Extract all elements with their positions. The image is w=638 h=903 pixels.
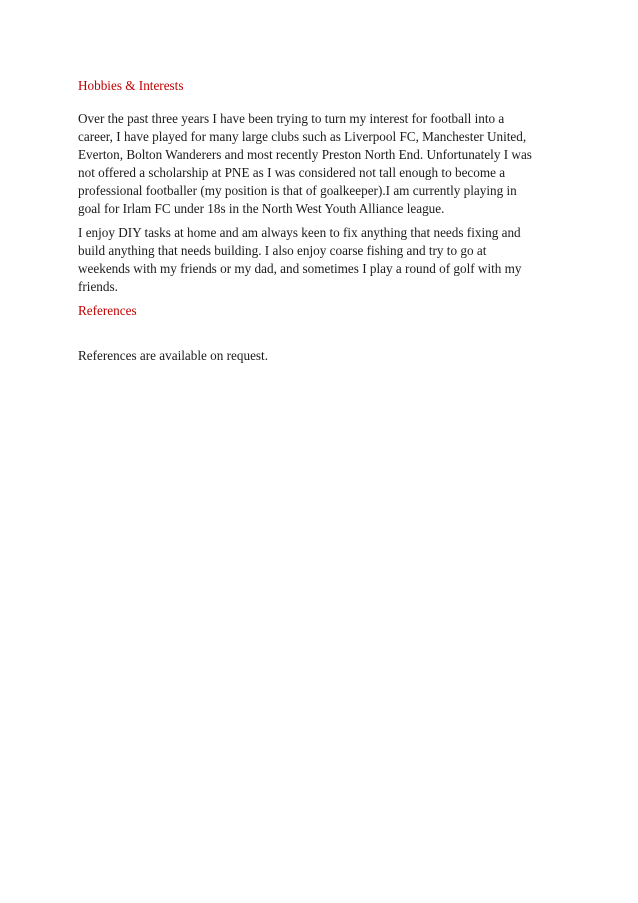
references-section: [78, 302, 598, 365]
hobbies-heading: Hobbies & Interests: [78, 78, 184, 93]
paragraph-line: friends.: [78, 279, 118, 294]
paragraph-line: I enjoy DIY tasks at home and am always keen to fix anything that needs fixing and: [78, 225, 521, 240]
paragraph-line: Over the past three years I have been trying to turn my interest for football into a: [78, 111, 505, 126]
paragraph-line: professional footballer (my position is that of goalkeeper).I am currently playing in: [78, 183, 517, 198]
paragraph-line: goal for Irlam FC under 18s in the North West Youth Alliance league.: [78, 201, 445, 216]
paragraph-line: weekends with my friends or my dad, and sometimes I play a round of golf with my: [78, 261, 522, 276]
paragraph-line: Everton, Bolton Wanderers and most recently Preston North End. Unfortunately I was: [78, 147, 532, 162]
paragraph-line: not offered a scholarship at PNE as I was considered not tall enough to become a: [78, 165, 506, 180]
paragraph-line: career, I have played for many large clubs such as Liverpool FC, Manchester United,: [78, 129, 527, 144]
references-heading: References: [78, 303, 137, 318]
hobbies-section: [78, 77, 598, 296]
football-paragraph: [78, 110, 598, 218]
references-text: References are available on request.: [78, 348, 269, 363]
diy-paragraph: [78, 224, 598, 296]
paragraph-line: build anything that needs building. I also enjoy coarse fishing and try to go at: [78, 243, 487, 258]
